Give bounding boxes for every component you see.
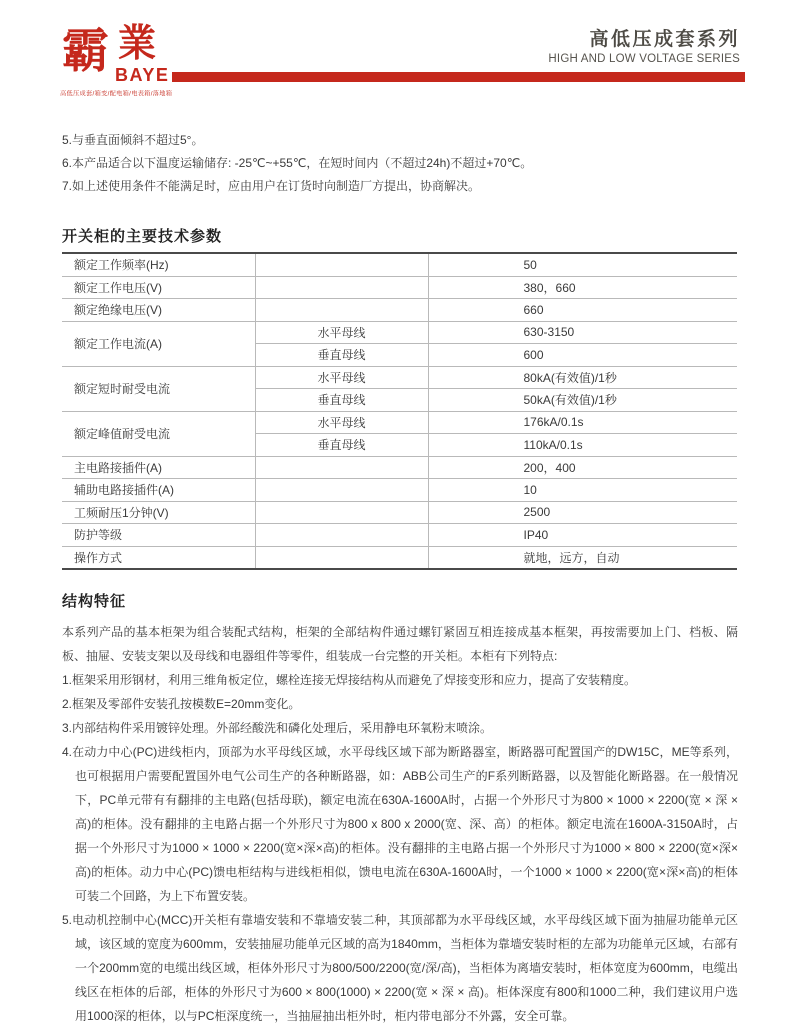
param-value: 50kA(有效值)/1秒 xyxy=(428,389,737,412)
feature-item-3: 3.内部结构件采用镀锌处理。外部经酸洗和磷化处理后，采用静电环氧粉末喷涂。 xyxy=(62,721,493,735)
param-sub: 水平母线 xyxy=(255,411,428,434)
logo-char-ba: 霸 xyxy=(62,24,109,79)
param-label: 额定工作电压(V) xyxy=(62,276,255,299)
param-sub xyxy=(255,253,428,276)
feature-item-4: 4.在动力中心(PC)进线柜内，顶部为水平母线区域，水平母线区域下部为断路器室，断路器可配置国产的DW15C，ME等系列，也可根据用户需要配置国外电气公司生产的各种断路器，如：ABB公司生产的F系列断路器，以及智能化断路器。在一般情况下，PC单元带有有翻排的主电路(包括母联)，额定电流在630A-1600A时，占据一个外形尺寸为800 × 1000 × 2200(宽 × 深 × 高)的柜体。没有翻排的主电路占据一个外形尺寸为800 x 800 x 2000(宽、深、高）的柜体。额定电流在1600A-3150A时，占据一个外形尺寸为1000 × 1000 × 2200(宽×深×高)的柜体。没有翻排的主电路占据一个外形尺寸为1000 × 800 × 2200(宽×深×高)的柜体。动力中心(PC)馈电柜结构与进线柜相似，馈电电流在630A-1600A时，一个1000 × 1000 × 2200(宽×深×高)的柜体可装二个回路，为上下布置安装。 xyxy=(62,745,738,903)
param-sub xyxy=(255,546,428,569)
param-label: 额定峰值耐受电流 xyxy=(62,411,255,456)
note-item-6: 6.本产品适合以下温度运输储存: -25℃~+55℃，在短时间内（不超过24h)不超过+70℃。 xyxy=(62,156,533,170)
param-label: 额定短时耐受电流 xyxy=(62,366,255,411)
param-sub: 垂直母线 xyxy=(255,344,428,367)
param-label: 操作方式 xyxy=(62,546,255,569)
series-title-en: HIGH AND LOW VOLTAGE SERIES xyxy=(548,53,740,65)
feature-item-1: 1.框架采用形钢材，利用三维角板定位，螺栓连接无焊接结构从而避免了焊接变形和应力，提高了安装精度。 xyxy=(62,673,637,687)
table-row xyxy=(62,546,737,569)
table-row xyxy=(62,501,737,524)
structure-section xyxy=(62,590,738,1028)
param-value: 200，400 xyxy=(428,456,737,479)
brand-logo xyxy=(60,20,270,104)
table-row xyxy=(62,321,737,344)
param-label: 额定工作电流(A) xyxy=(62,321,255,366)
param-label: 额定绝缘电压(V) xyxy=(62,299,255,322)
logo-char-ye: 業 xyxy=(118,20,157,65)
param-sub xyxy=(255,276,428,299)
note-item-5: 5.与垂直面倾斜不超过5°。 xyxy=(62,133,204,147)
usage-notes xyxy=(62,129,742,198)
table-row xyxy=(62,456,737,479)
param-value: 10 xyxy=(428,479,737,502)
param-value: 630-3150 xyxy=(428,321,737,344)
series-title-cn: 高低压成套系列 xyxy=(589,29,740,50)
param-value: 660 xyxy=(428,299,737,322)
param-value: 600 xyxy=(428,344,737,367)
tech-params-table xyxy=(62,252,737,570)
param-sub: 水平母线 xyxy=(255,366,428,389)
logo-tagline: 高低压成套/箱变/配电箱/电表箱/落地箱 xyxy=(60,90,173,98)
param-sub xyxy=(255,501,428,524)
table-row xyxy=(62,366,737,389)
logo-wordmark: BAYE xyxy=(115,65,170,85)
param-value: 380，660 xyxy=(428,276,737,299)
header-accent-bar xyxy=(172,72,745,82)
tech-params-title: 开关柜的主要技术参数 xyxy=(62,228,223,245)
param-value: 110kA/0.1s xyxy=(428,434,737,457)
param-label: 辅助电路接插件(A) xyxy=(62,479,255,502)
feature-item-5: 5.电动机控制中心(MCC)开关柜有靠墙安装和不靠墙安装二种，其顶部都为水平母线区域，水平母线区域下面为抽屉功能单元区域，该区域的宽度为600mm，安装抽屉功能单元区域的高为1840mm，当柜体为靠墙安装时柜的左部为功能单元区域，右部有一个200mm宽的电缆出线区域，柜体外形尺寸为800/500/2200(宽/深/高)，当柜体为离墙安装时，柜体宽度为600mm，电缆出线区在柜体的后部，柜体的外形尺寸为600 × 800(1000) × 2200(宽 × 深 × 高)。柜体深度有800和1000二种，我们建议用户选用1000深的柜体，以与PC柜深度统一，当抽屉抽出柜外时，柜内带电部分不外露，安全可靠。 xyxy=(62,913,738,1023)
param-label: 主电路接插件(A) xyxy=(62,456,255,479)
param-label: 额定工作频率(Hz) xyxy=(74,258,169,273)
param-sub: 水平母线 xyxy=(255,321,428,344)
series-title-block xyxy=(548,29,740,66)
param-label: 工频耐压1分钟(V) xyxy=(62,501,255,524)
param-value: 176kA/0.1s xyxy=(428,411,737,434)
param-label: 防护等级 xyxy=(62,524,255,547)
structure-title: 结构特征 xyxy=(62,593,127,610)
param-value: 80kA(有效值)/1秒 xyxy=(428,366,737,389)
param-value: 就地，远方，自动 xyxy=(428,546,737,569)
param-sub: 垂直母线 xyxy=(255,389,428,412)
structure-intro: 本系列产品的基本柜架为组合装配式结构，柜架的全部结构件通过螺钉紧固互相连接成基本框架，再按需要加上门、档板、隔板、抽屉、安装支架以及母线和电器组件等零件，组装成一台完整的开关柜。本柜有下列特点: xyxy=(62,625,738,663)
param-sub xyxy=(255,524,428,547)
table-row xyxy=(62,253,737,276)
param-value: 50 xyxy=(523,257,537,272)
param-sub: 垂直母线 xyxy=(255,434,428,457)
table-row xyxy=(62,479,737,502)
feature-item-2: 2.框架及零部件安装孔按模数E=20mm变化。 xyxy=(62,697,301,711)
param-sub xyxy=(255,299,428,322)
note-item-7: 7.如上述使用条件不能满足时，应由用户在订货时向制造厂方提出，协商解决。 xyxy=(62,179,481,193)
param-value: IP40 xyxy=(428,524,737,547)
param-sub xyxy=(255,479,428,502)
param-value: 2500 xyxy=(428,501,737,524)
table-row xyxy=(62,299,737,322)
table-row xyxy=(62,411,737,434)
table-row xyxy=(62,524,737,547)
table-row xyxy=(62,276,737,299)
param-sub xyxy=(255,456,428,479)
